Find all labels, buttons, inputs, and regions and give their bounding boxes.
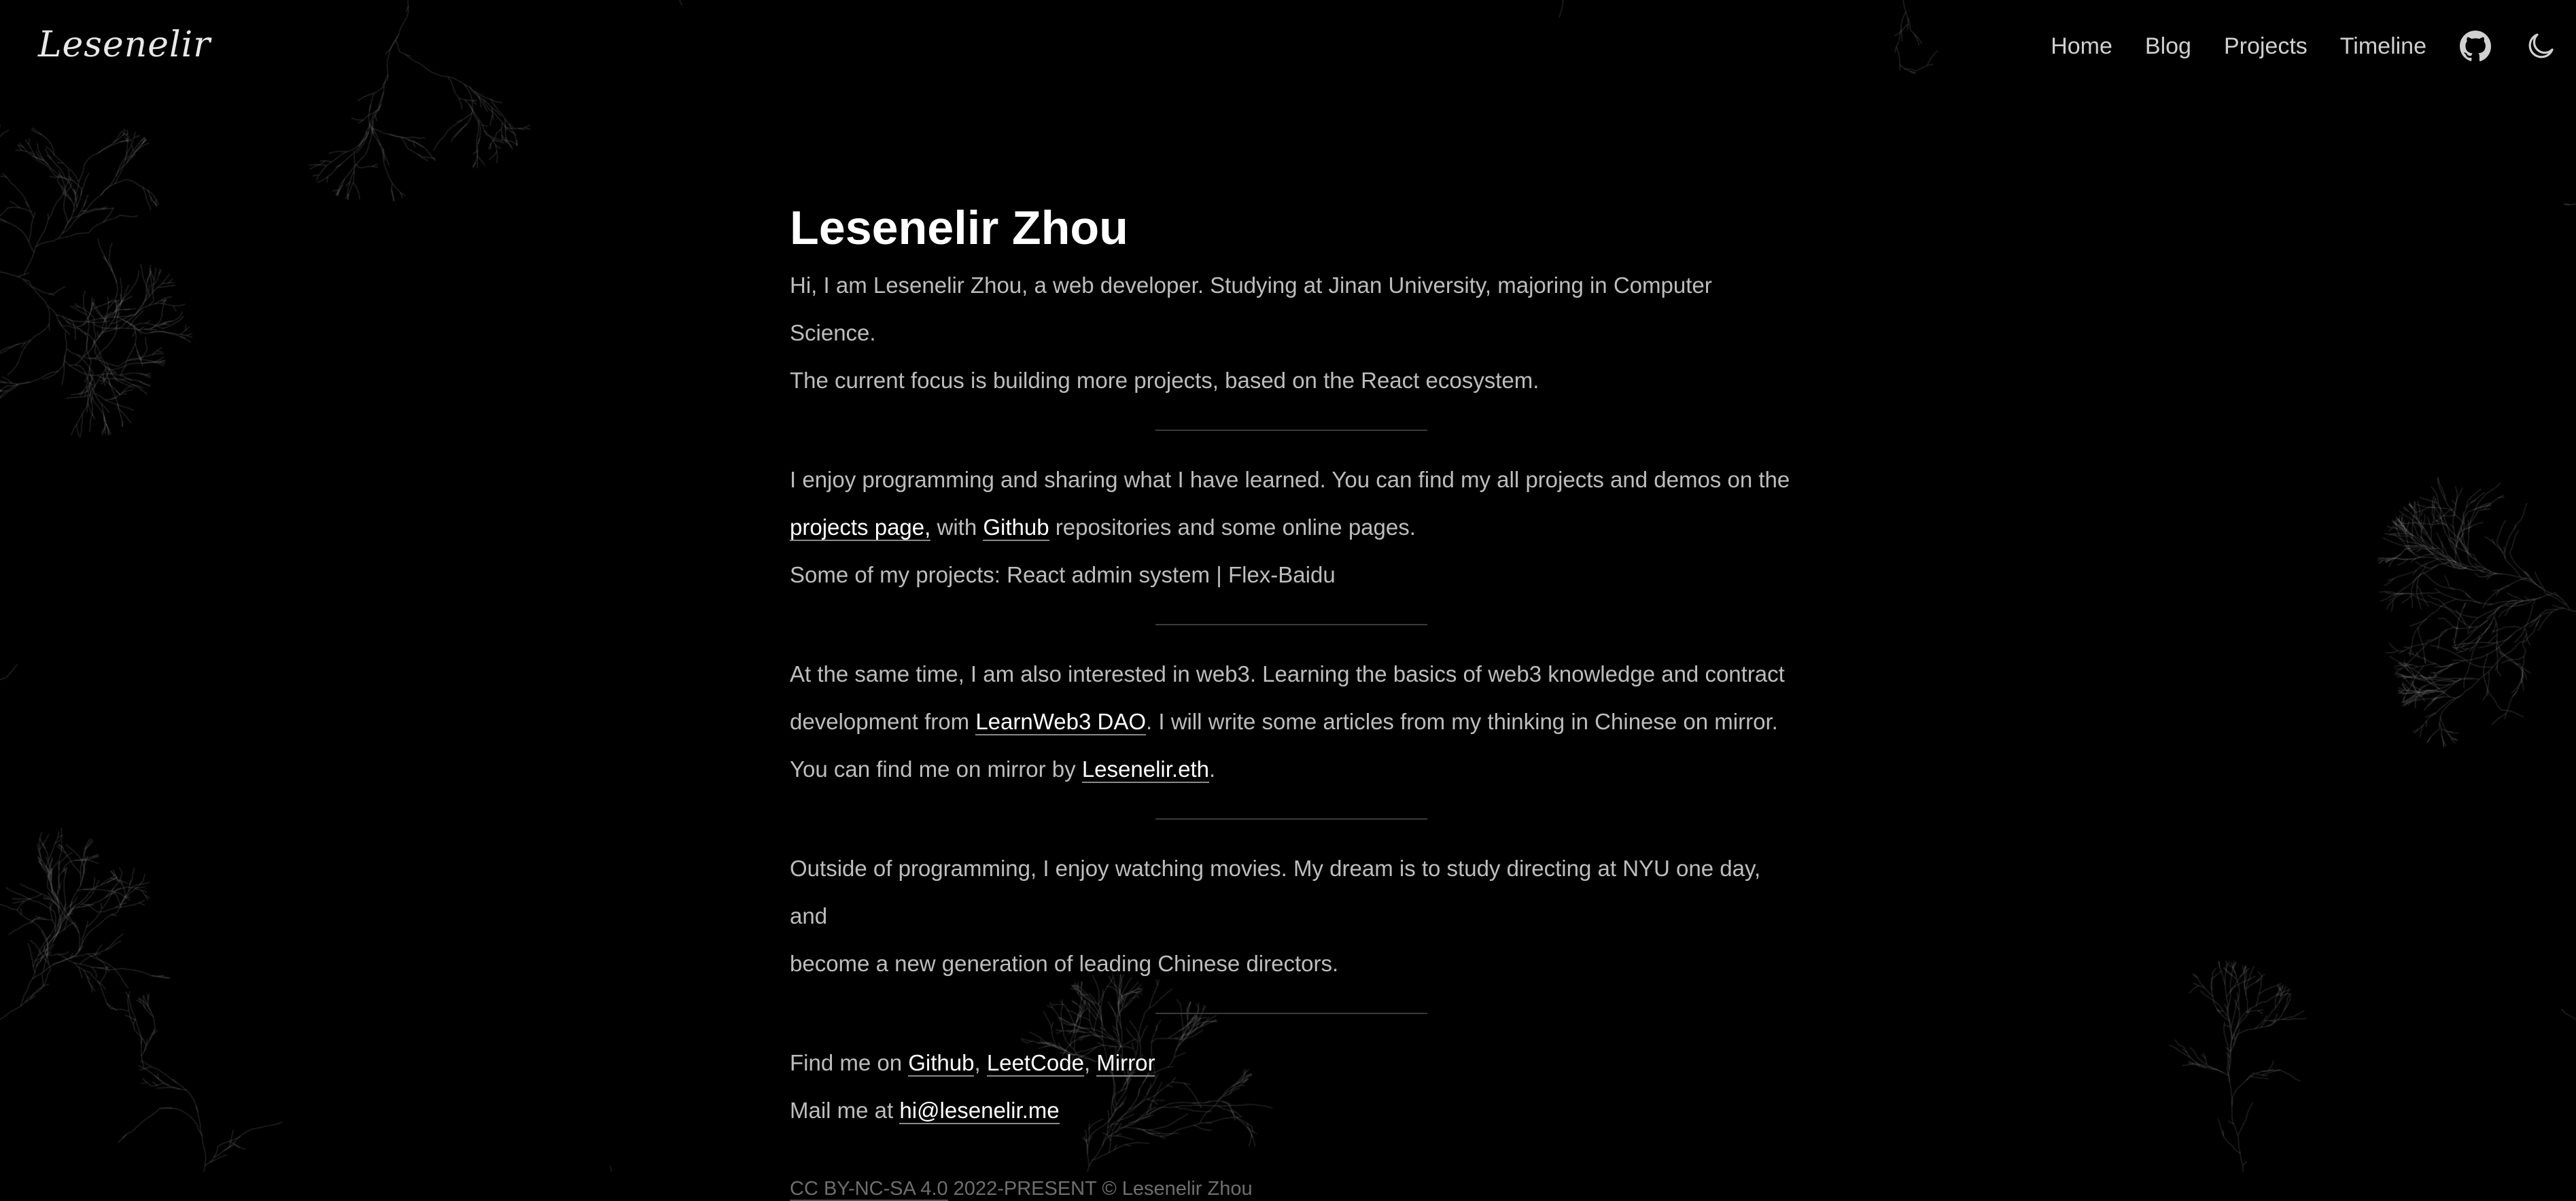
projects-list: Some of my projects: React admin system | Flex-Baidu [790,562,1336,587]
top-navigation [0,0,2576,102]
section-divider [1155,624,1427,625]
license-link[interactable]: CC BY-NC-SA 4.0 [790,1178,948,1200]
github-profile-link[interactable]: Github [908,1050,975,1075]
mail-line [790,1087,1796,1134]
find-separator: , [1083,1050,1097,1075]
web3-line-2 [790,698,1796,746]
main-content [790,194,1796,1200]
lesenelir-eth-link[interactable]: Lesenelir.eth [1081,756,1209,782]
intro-line-1: Hi, I am Lesenelir Zhou, a web developer. Studying at Jinan University, majoring in Computer Science. [790,273,1712,345]
mirror-post-text: . [1208,756,1216,782]
projects-page-link[interactable]: projects page, [790,515,931,540]
movies-line-1: Outside of programming, I enjoy watching movies. My dream is to study directing at NYU one day, and [790,856,1761,928]
nav-blog-link[interactable]: Blog [2144,33,2191,59]
find-me-line [790,1039,1796,1087]
section-divider [1155,1013,1427,1014]
page-title: Lesenelir Zhou [790,201,1128,254]
projects-line-1: I enjoy programming and sharing what I have learned. You can find my all projects and demos on the [790,467,1790,492]
projects-github-link[interactable]: Github [983,515,1049,540]
github-icon[interactable] [2459,30,2492,63]
web3-pre-text: development from [790,709,976,734]
intro-line-2: The current focus is building more projects, based on the React ecosystem. [790,368,1539,393]
web3-line-3 [790,746,1796,793]
projects-rest-text: repositories and some online pages. [1049,515,1416,540]
nav-timeline-link[interactable]: Timeline [2339,33,2426,59]
web3-post-text: . I will write some articles from my thinking in Chinese on mirror. [1146,709,1778,734]
mirror-link[interactable]: Mirror [1096,1050,1155,1075]
section-divider [1155,430,1427,431]
nav-links [2051,30,2557,63]
leetcode-link[interactable]: LeetCode [986,1050,1084,1075]
web3-line-1: At the same time, I am also interested in web3. Learning the basics of web3 knowledge and contract [790,661,1785,686]
projects-with-text: with [930,515,984,540]
section-divider [1155,818,1427,820]
find-separator: , [974,1050,987,1075]
learnweb3-dao-link[interactable]: LearnWeb3 DAO [975,709,1147,734]
copyright-text: 2022-PRESENT © Lesenelir Zhou [947,1178,1253,1200]
nav-home-link[interactable]: Home [2051,33,2112,59]
site-logo[interactable]: Lesenelir [38,24,211,65]
mail-pre-text: Mail me at [790,1098,900,1123]
moon-icon[interactable] [2524,30,2557,63]
mirror-pre-text: You can find me on mirror by [790,756,1082,782]
nav-projects-link[interactable]: Projects [2223,33,2308,59]
email-link[interactable]: hi@lesenelir.me [899,1098,1060,1123]
find-pre-text: Find me on [790,1050,909,1075]
movies-line-2: become a new generation of leading Chinese directors. [790,951,1339,976]
footer [790,1178,1796,1200]
projects-line-2 [790,504,1796,551]
